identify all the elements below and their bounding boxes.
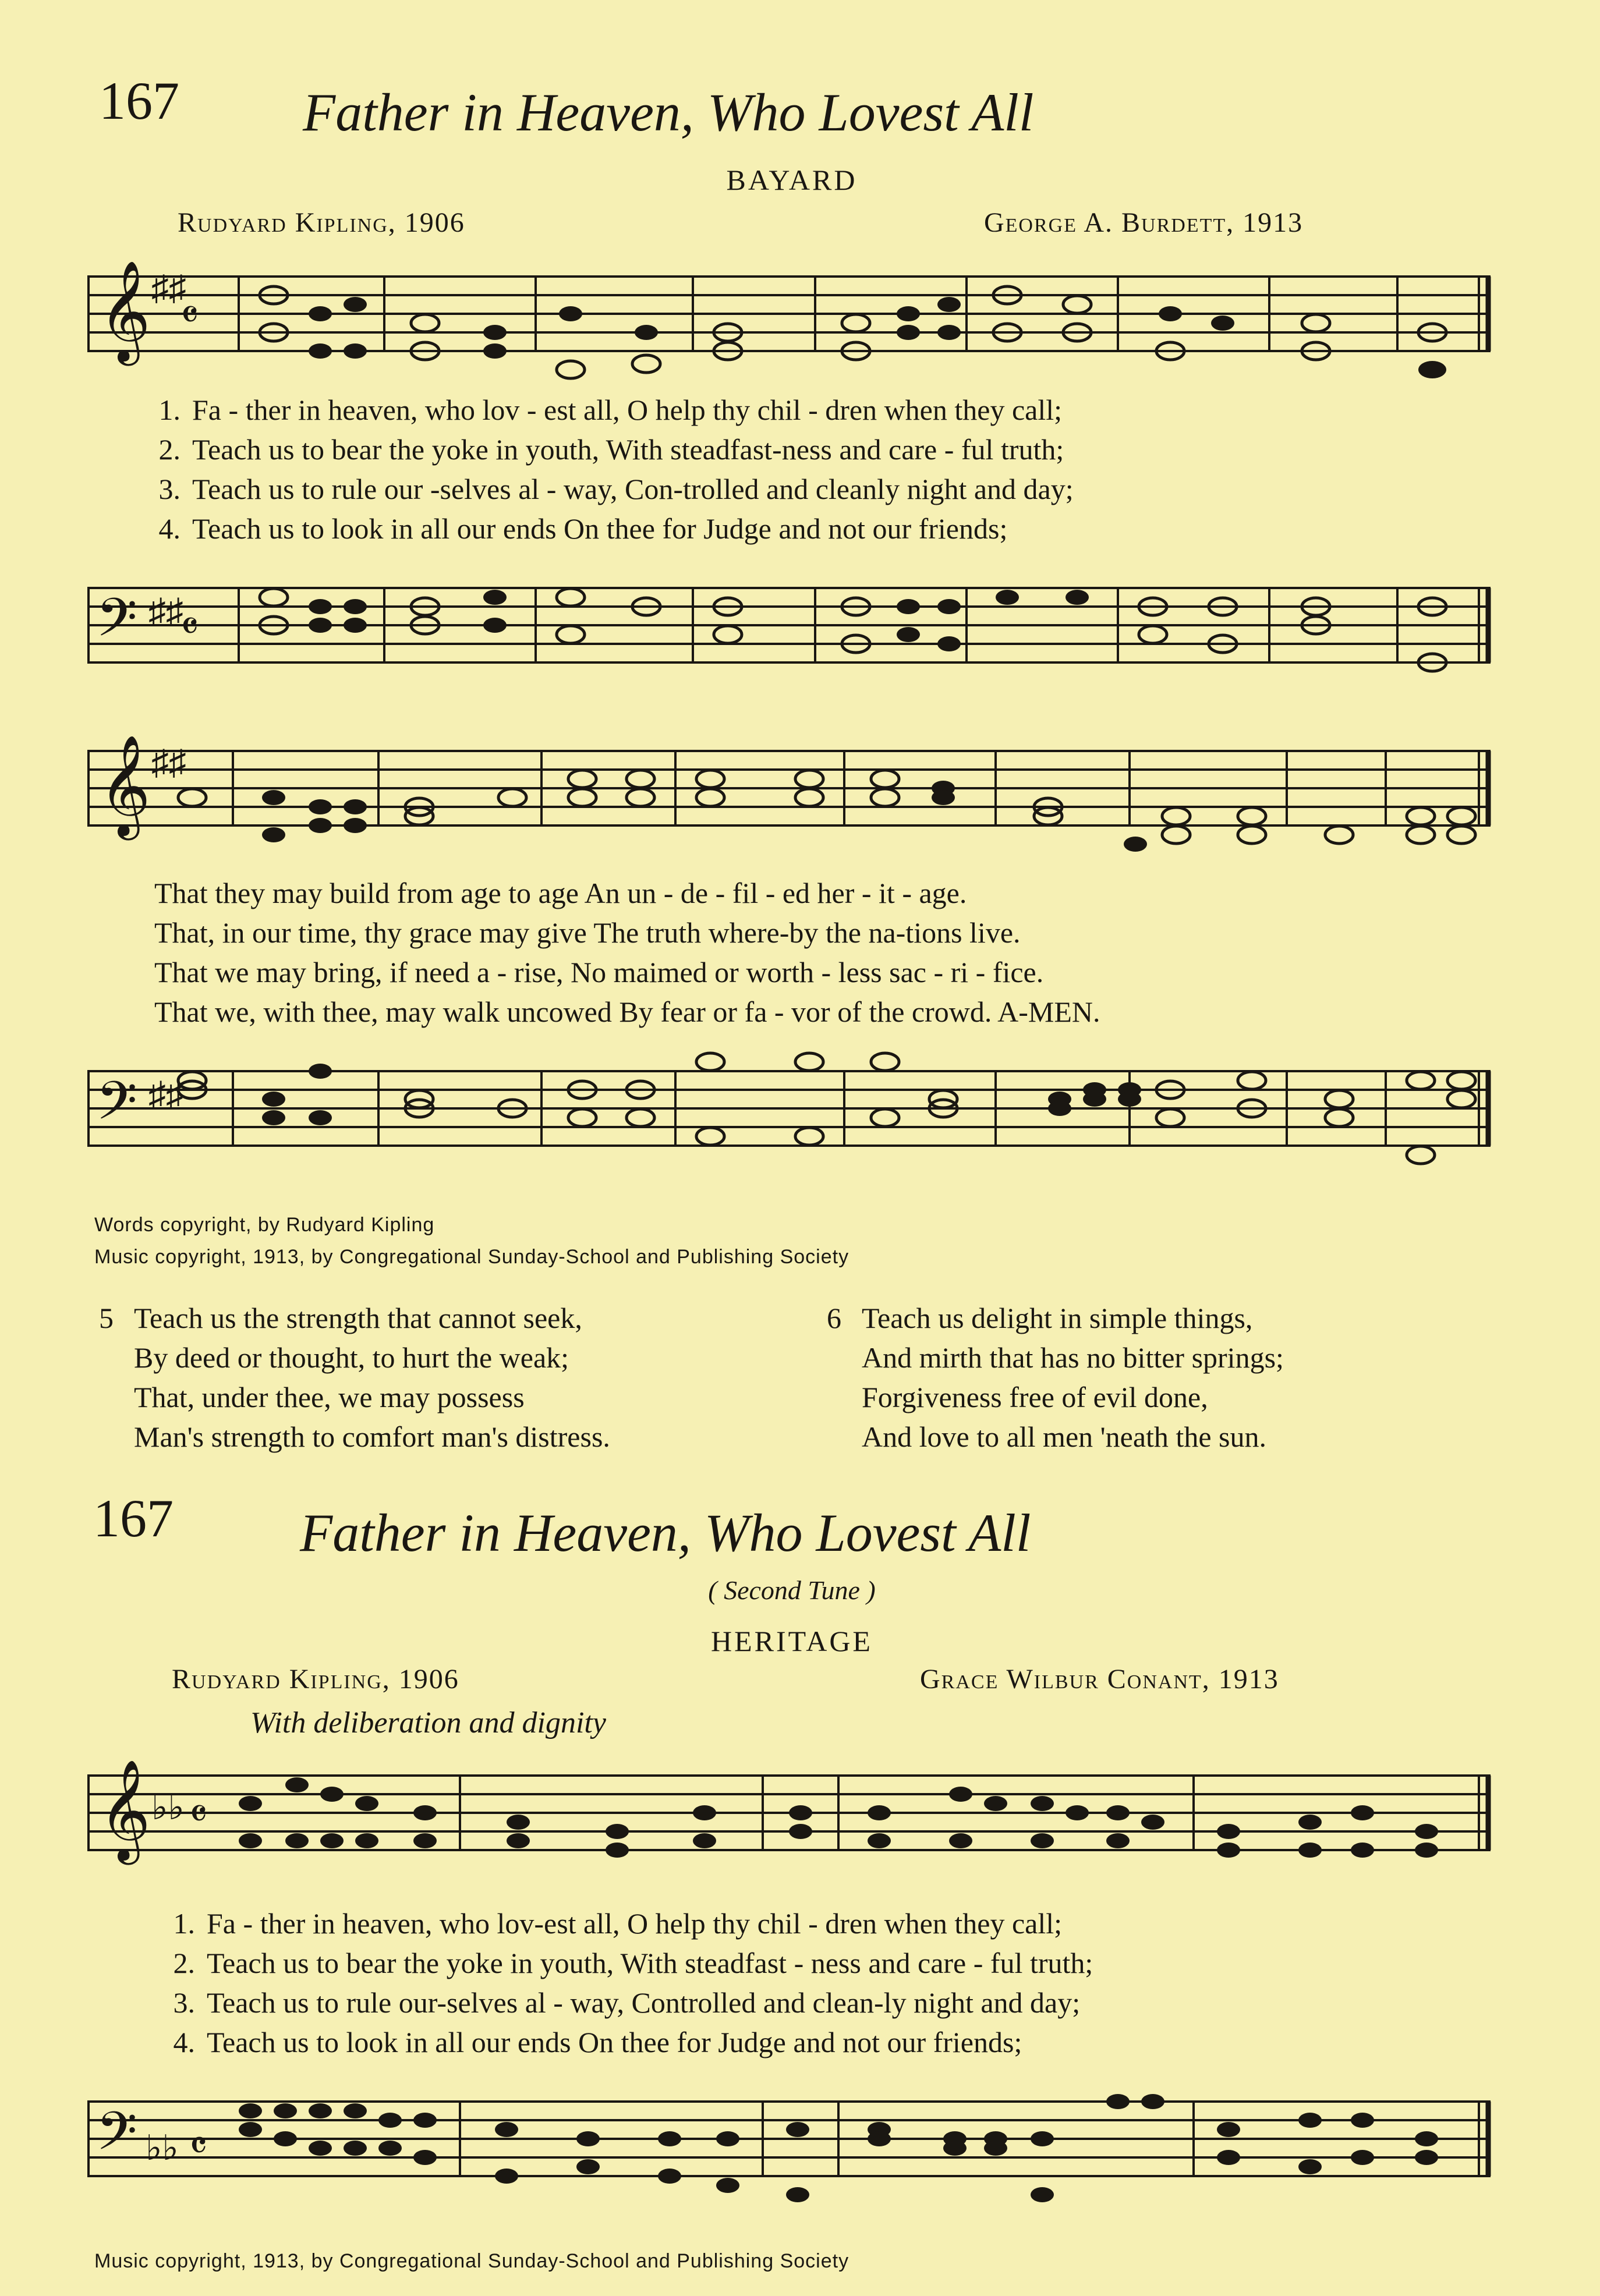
stanza-line: Forgiveness free of evil done, [862, 1381, 1208, 1413]
svg-text:𝄢: 𝄢 [96, 1072, 137, 1143]
hymn1-verse-4: 4. Teach us to look in all our ends On thee for Judge and not our friends; [158, 512, 1008, 545]
svg-text:𝄢: 𝄢 [96, 2103, 137, 2174]
hymn1-verse-1: 1. Fa - ther in heaven, who lov - est all, O help thy chil - dren when they call; [158, 394, 1063, 426]
hymn1-system1-bass-staff [87, 559, 1496, 687]
hymn1-line2-verse-4: That we, with thee, may walk uncowed By fear or fa - vor of the crowd. A-MEN. [154, 995, 1100, 1028]
hymn1-number: 167 [99, 71, 179, 130]
hymn2-verse-2: 2. Teach us to bear the yoke in youth, With steadfast - ness and care - ful truth; [173, 1947, 1093, 1979]
svg-text:♯♯: ♯♯ [151, 743, 186, 782]
hymn1-verse-3: 3. Teach us to rule our -selves al - way, Con-trolled and cleanly night and day; [158, 473, 1074, 505]
hymn2-tempo-marking: With deliberation and dignity [250, 1706, 606, 1739]
svg-text:♯♯: ♯♯ [151, 269, 186, 307]
hymn2-music-credit: Grace Wilbur Conant, 1913 [920, 1664, 1279, 1695]
hymn1-line2-verse-1: That they may build from age to age An un - de - fil - ed her - it - age. [154, 877, 967, 909]
hymn1-music-credit: George A. Burdett, 1913 [984, 207, 1304, 238]
hymn2-tune-name: HERITAGE [711, 1625, 873, 1657]
hymn2-bass-staff [87, 2078, 1496, 2224]
stanza-line: And mirth that has no bitter springs; [862, 1341, 1284, 1374]
hymn1-words-copyright: Words copyright, by Rudyard Kipling [94, 1214, 435, 1236]
svg-text:♯♯: ♯♯ [148, 592, 183, 630]
hymn2-number: 167 [93, 1489, 174, 1548]
hymn2-subtitle: ( Second Tune ) [708, 1575, 876, 1605]
stanza-line: By deed or thought, to hurt the weak; [134, 1341, 569, 1374]
stanza-number: 5 [99, 1302, 114, 1334]
hymn2-verse-1: 1. Fa - ther in heaven, who lov-est all, O help thy chil - dren when they call; [173, 1907, 1063, 1940]
hymn2-verse-4: 4. Teach us to look in all our ends On thee for Judge and not our friends; [173, 2026, 1022, 2058]
svg-text:𝄞: 𝄞 [99, 738, 151, 834]
stanza-line: Teach us delight in simple things, [862, 1302, 1253, 1334]
hymn1-line2-verse-2: That, in our time, thy grace may give The truth where-by the na-tions live. [154, 916, 1021, 949]
hymn1-verse-2: 2. Teach us to bear the yoke in youth, With steadfast-ness and care - ful truth; [158, 433, 1064, 466]
stanza-line: That, under thee, we may possess [134, 1381, 525, 1413]
stanza-number: 6 [827, 1302, 841, 1334]
hymn2-treble-staff [87, 1752, 1496, 1898]
hymn1-line2-verse-3: That we may bring, if need a - rise, No maimed or worth - less sac - ri - fice. [154, 956, 1044, 988]
svg-text:𝄞: 𝄞 [99, 1762, 151, 1859]
hymn1-tune-name: BAYARD [726, 164, 858, 196]
hymn1-system1-treble-staff [87, 259, 1496, 387]
hymn1-stanza-6 [827, 1298, 1284, 1457]
hymn2-words-credit: Rudyard Kipling, 1906 [172, 1664, 459, 1695]
hymn1-stanza-5 [99, 1298, 610, 1457]
svg-text:♯♯: ♯♯ [148, 1075, 183, 1114]
svg-text:𝄴: 𝄴 [189, 2124, 208, 2169]
hymn2-title: Father in Heaven, Who Lovest All [300, 1503, 1031, 1562]
stanza-line: Teach us the strength that cannot seek, [134, 1302, 582, 1334]
svg-text:𝄞: 𝄞 [99, 263, 151, 360]
hymn1-system2-treble-staff [87, 728, 1496, 867]
hymn2-verse-3: 3. Teach us to rule our-selves al - way, Controlled and clean-ly night and day; [173, 1986, 1081, 2019]
svg-text:𝄴: 𝄴 [180, 293, 199, 338]
svg-text:♭♭: ♭♭ [146, 2129, 179, 2167]
hymn2-music-copyright: Music copyright, 1913, by Congregational Sunday-School and Publishing Society [94, 2250, 849, 2272]
hymn1-words-credit: Rudyard Kipling, 1906 [178, 207, 465, 238]
hymn1-music-copyright: Music copyright, 1913, by Congregational Sunday-School and Publishing Society [94, 1246, 849, 1268]
svg-text:𝄢: 𝄢 [96, 589, 137, 660]
svg-text:𝄴: 𝄴 [189, 1792, 208, 1837]
stanza-line: And love to all men 'neath the sun. [862, 1420, 1266, 1453]
svg-text:𝄴: 𝄴 [180, 605, 199, 650]
stanza-line: Man's strength to comfort man's distress. [134, 1420, 610, 1453]
hymn1-system2-bass-staff [87, 1042, 1496, 1176]
hymn1-title: Father in Heaven, Who Lovest All [303, 83, 1034, 142]
svg-text:♭♭: ♭♭ [151, 1788, 185, 1827]
